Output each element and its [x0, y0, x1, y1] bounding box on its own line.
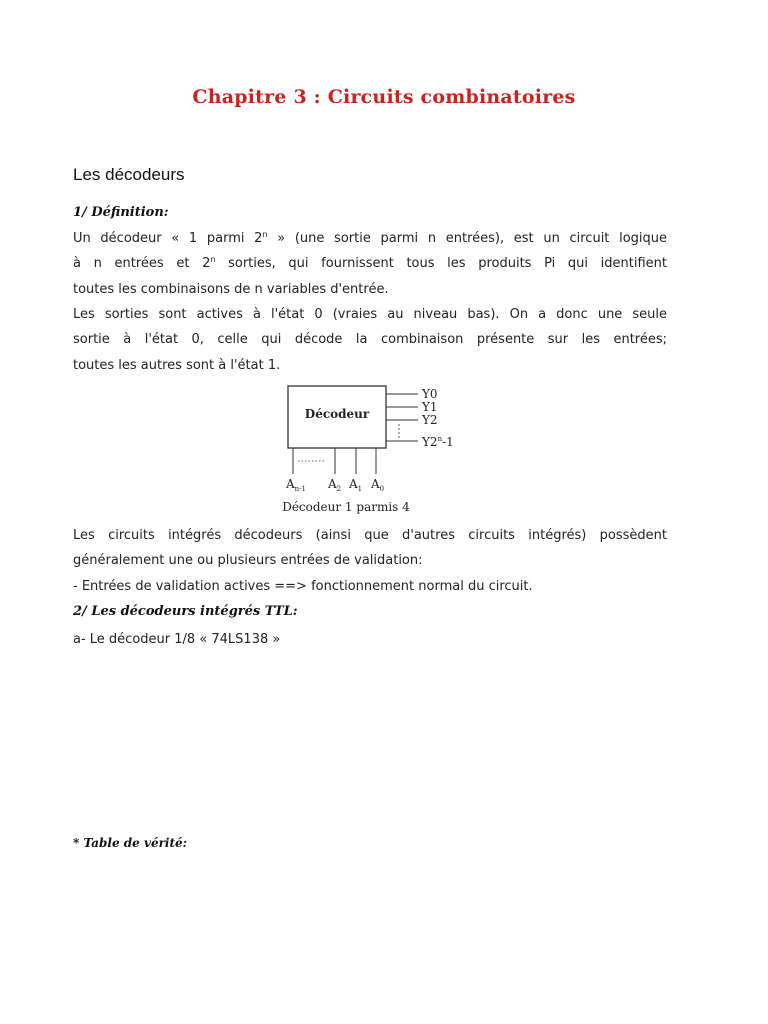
- validation-paragraph: [73, 523, 667, 599]
- decoder-box-label: Décodeur: [304, 407, 370, 421]
- input-label-a2: $A_2$: [328, 477, 342, 493]
- input-label-an-1: $A_{n-1}$: [286, 477, 306, 493]
- definition-line-3: toutes les combinaisons de n variables d'entrée.: [73, 281, 389, 297]
- output-label-y0: Y0: [422, 387, 438, 401]
- ttl-heading: 2/ Les décodeurs intégrés TTL:: [73, 604, 298, 619]
- validation-line-1: Les circuits intégrés décodeurs (ainsi que d'autres circuits intégrés) possèdent: [73, 528, 667, 543]
- validation-line-2: généralement une ou plusieurs entrées de validation:: [73, 553, 423, 569]
- section-heading: Les décodeurs: [73, 165, 185, 184]
- output-label-y1: Y1: [422, 400, 438, 414]
- definition-line-2: à n entrées et 2$^n$ sorties, qui fournissent tous les produits Pi qui identifient: [73, 255, 668, 272]
- outputs-line-1: Les sorties sont actives à l'état 0 (vraies au niveau bas). On a donc une seule: [73, 307, 667, 322]
- output-label-y2: Y2: [422, 413, 438, 427]
- validation-line-3: - Entrées de validation actives ==> fonctionnement normal du circuit.: [73, 578, 533, 594]
- input-label-a0: $A_0$: [371, 477, 385, 493]
- ttl-item: a- Le décodeur 1/8 « 74LS138 »: [73, 632, 281, 647]
- outputs-line-2: sortie à l'état 0, celle qui décode la combinaison présente sur les entrées;: [73, 332, 667, 348]
- page-title: Chapitre 3 : Circuits combinatoires: [192, 86, 576, 108]
- definition-heading: 1/ Définition:: [73, 205, 169, 220]
- input-label-a1: $A_1$: [349, 477, 363, 493]
- outputs-line-3: toutes les autres sont à l'état 1.: [73, 357, 281, 373]
- outputs-paragraph: [73, 302, 667, 378]
- figure-caption: Décodeur 1 parmis 4: [282, 500, 410, 514]
- definition-line-1: Un décodeur « 1 parmi 2$^n$ » (une sortie parmi n entrées), est un circuit logique: [73, 230, 667, 246]
- definition-paragraph: [73, 226, 667, 302]
- output-label-last: Y2$^n$-1: [422, 435, 454, 449]
- decoder-figure: [276, 382, 496, 517]
- truth-table-heading: * Table de vérité:: [73, 836, 188, 850]
